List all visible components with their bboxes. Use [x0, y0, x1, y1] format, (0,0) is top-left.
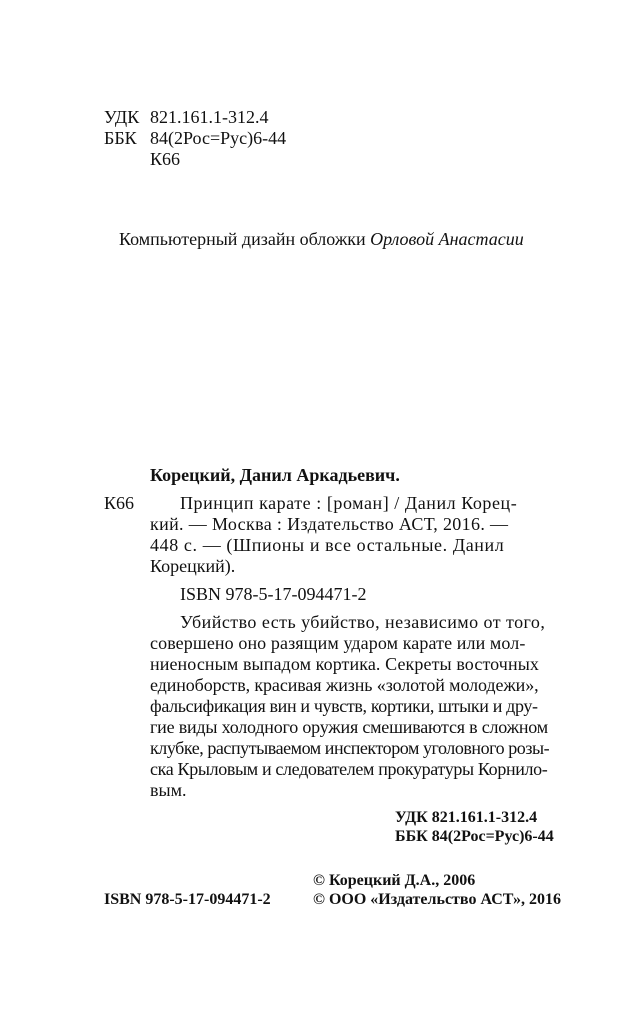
catalog-description-line	[150, 514, 562, 535]
annotation-line: клубке, распутываемом инспектором уголовного розы-	[150, 738, 550, 758]
footer-copyright-author: © Корецкий Д.А., 2006	[313, 872, 476, 889]
footer-copyright-publisher: © ООО «Издательство АСТ», 2016	[313, 891, 562, 908]
annotation-line: фальсификация вин и чувств, кортики, штыки и дру-	[150, 696, 538, 716]
design-credit-name: Орловой Анастасии	[370, 229, 524, 249]
header-bbk-label: ББК	[104, 128, 137, 148]
annotation-line: вым.	[150, 780, 187, 800]
catalog-isbn: ISBN 978-5-17-094471-2	[180, 584, 367, 604]
annotation-line: единоборств, красивая жизнь «золотой молодежи»,	[150, 675, 539, 695]
catalog-description-text: Принцип карате : [роман] / Данил Корец-	[180, 493, 518, 513]
catalog-description-line: Корецкий).	[150, 556, 236, 576]
catalog-author-mark: К66	[104, 493, 135, 513]
classification-udk: УДК 821.161.1-312.4	[395, 809, 538, 826]
catalog-description-line	[180, 493, 562, 514]
header-author-mark: К66	[150, 149, 181, 169]
classification-bbk: ББК 84(2Рос=Рус)6-44	[395, 828, 554, 845]
header-udk-label: УДК	[104, 107, 140, 127]
header-udk-value: 821.161.1-312.4	[150, 107, 269, 127]
catalog-description-text: кий. — Москва : Издательство АСТ, 2016. —	[150, 514, 509, 534]
catalog-description-line	[150, 535, 562, 556]
catalog-author-heading: Корецкий, Данил Аркадьевич.	[150, 465, 400, 485]
annotation-line: ниеносным выпадом кортика. Секреты восточных	[150, 654, 539, 674]
annotation-line: совершено оно разящим ударом карате или мол-	[150, 633, 526, 653]
footer-isbn: ISBN 978-5-17-094471-2	[104, 891, 271, 908]
header-bbk-value: 84(2Рос=Рус)6-44	[150, 128, 287, 148]
annotation-line: гие виды холодного оружия смешиваются в сложном	[150, 717, 548, 737]
annotation-line: Убийство есть убийство, независимо от того,	[180, 612, 546, 632]
catalog-description-text: 448 с. — (Шпионы и все остальные. Данил	[150, 535, 505, 555]
design-credit-prefix: Компьютерный дизайн обложки	[119, 229, 371, 249]
annotation-line: ска Крыловым и следователем прокуратуры Корнило-	[150, 759, 548, 779]
design-credit	[119, 229, 524, 250]
